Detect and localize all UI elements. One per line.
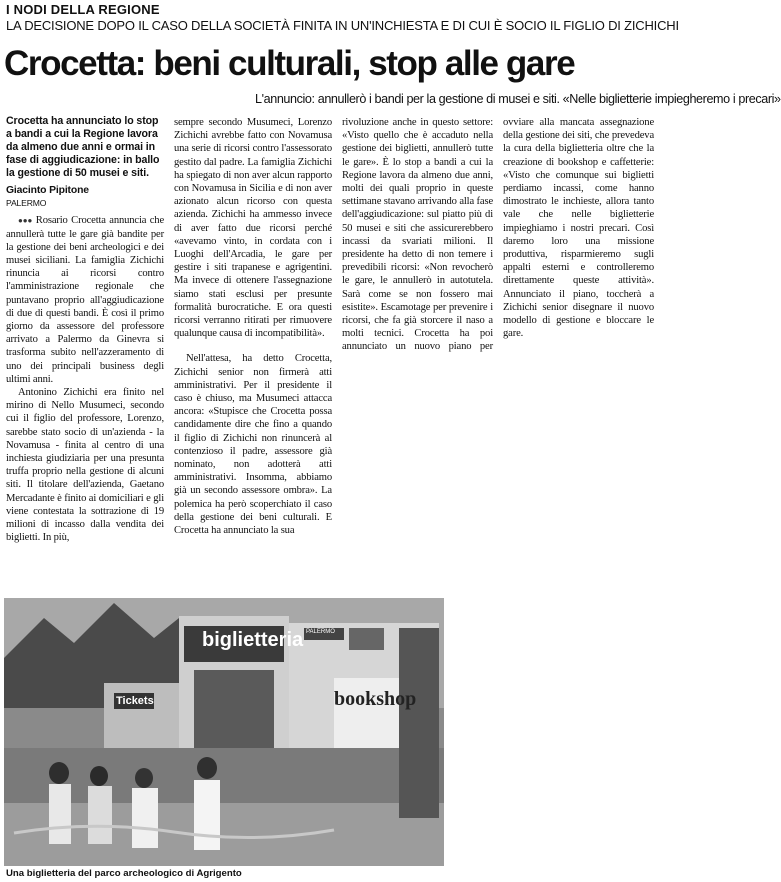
bullet-dots-icon: ●●● (18, 216, 33, 226)
paragraph-text: Rosario Crocetta annuncia che annullerà tutte le gare già bandite per la gestione dei beni archeologici e dei musei siciliani. La famiglia Zichichi rinuncia ai ricorsi contro l'amministrazione regionale che puntavano proprio all'aggiudicazione di due di questi bandi. È così il primo giorno da assessore del professore arrivato a Palermo da Ginevra si trasforma subito nell'azzeramento di uno dei principali business degli ultimi anni. (6, 215, 165, 385)
column-flow (342, 116, 654, 354)
author-byline: Giacinto Pipitone (6, 185, 89, 196)
paragraph (6, 214, 164, 386)
paragraph: sempre secondo Musumeci, Lorenzo Zichichi avrebbe fatto con Novamusa una serie di ricorsi contro l'assessorato gestito dal padre. La famiglia Zichichi ha spiegato di non aver alcun rapporto con Novamusa in Sicilia e di non aver azionato alcun ricorso con questa azienda. Zichichi ha ammesso invece di aver fatto due ricorsi perché «avevamo vinto, in cordata con i Luoghi dell'Arcadia, le gare per gestire i siti trapanese e agrigentini. Ma invece di ottenere l'assegnazione siamo stati esclusi per presunte formalità burocratiche. E ora questi ricorsi verranno ritirati per rimuovere qualunque causa di incompatibilità». (174, 117, 332, 340)
photo-sign-bookshop: bookshop (334, 688, 417, 710)
photo-sign-palermo: PALERMO (306, 629, 335, 635)
article-summary: Crocetta ha annunciato lo stop a bandi a cui la Regione lavora da almeno due anni e ormai in fase di aggiudicazione: in ballo la gestione di 50 musei e siti. (6, 115, 160, 179)
article-column-2 (174, 116, 332, 537)
article-column-3 (342, 116, 654, 354)
dateline: PALERMO (6, 198, 47, 209)
photo-ticket-office (4, 598, 444, 866)
headline: Crocetta: beni culturali, stop alle gare (4, 44, 575, 83)
photo-sign-tickets: Tickets (116, 695, 154, 707)
article-column-1 (6, 115, 164, 544)
photo-sign-biglietteria: biglietteria (202, 629, 304, 651)
photo-caption: Una biglietteria del parco archeologico di Agrigento (6, 868, 242, 879)
overline: LA DECISIONE DOPO IL CASO DELLA SOCIETÀ FINITA IN UN'INCHIESTA E DI CUI È SOCIO IL FIGLIO DI ZICHICHI (6, 18, 679, 33)
subheadline: L'annuncio: annullerò i bandi per la gestione di musei e siti. «Nelle biglietterie impiegheremo i precari» (255, 92, 781, 106)
paragraph: Nell'attesa, ha detto Crocetta, Zichichi senior non firmerà atti amministrativi. Per il presidente il caso è chiuso, ma Musumeci attacca ancora: «Stupisce che Crocetta possa candidamente dire che fino a quando il figlio di Zichichi non rinuncerà al contenzioso il padre, assessore già nominato, non adotterà atti amministrativi. Insomma, abbiamo già un secondo assessore ombra». La polemica ha però scoperchiato il caso della gestione dei beni culturali. E Crocetta ha annunciato la sua (174, 353, 332, 537)
paragraph: Antonino Zichichi era finito nel mirino di Nello Musumeci, secondo cui il figlio del professore, Lorenzo, sarebbe stato socio di un'azienda - la Novamusa - finita al centro di una inchiesta giudiziaria per una presunta truffa proprio nella gestione di alcuni siti. Il titolare dell'azienda, Gaetano Mercadante è finito ai domiciliari e gli viene contestata la sottrazione di 19 milioni di incasso dalla vendita dei biglietti. In più, (6, 387, 164, 544)
paragraph: rivoluzione anche in questo settore: «Visto quello che è accaduto nella gestione dei biglietti, annullerò tutte le gare». È lo stop a bandi a cui la Regione lavora da almeno due anni, molti dei quali proprio in queste settimane stavano arrivando alla fase dell'aggiudicazione: sul piatto più di 50 musei e siti che assicurerebbero incassi da svariati milioni. Il presidente ha detto di non temere i prevedibili ricorsi: «Non revocherò le gare, le annullerò in autotutela. Sarà come se non fossero mai esistite». Escamotage per prevenire i ricorsi, che fa già storcere il naso a molti tecnici. Crocetta ha poi annunciato un nuovo piano per ovviare alla mancata assegnazione della gestione dei siti, che prevedeva la cura della biglietteria oltre che la creazione di bookshop e caffetterie: «Visto che comunque sui biglietti perdiamo incassi, come hanno dimostrato le inchieste, allora tanto vale che nelle biglietterie impieghiamo i nostri precari. Così daremo loro una missione produttiva, risparmieremo sugli appalti esterni e controlleremo direttamente queste attività». Annunciato il piano, toccherà a Zichichi senior disegnare il nuovo modello di gestione e bloccare le gare. (342, 117, 654, 353)
section-kicker: I NODI DELLA REGIONE (6, 2, 160, 17)
